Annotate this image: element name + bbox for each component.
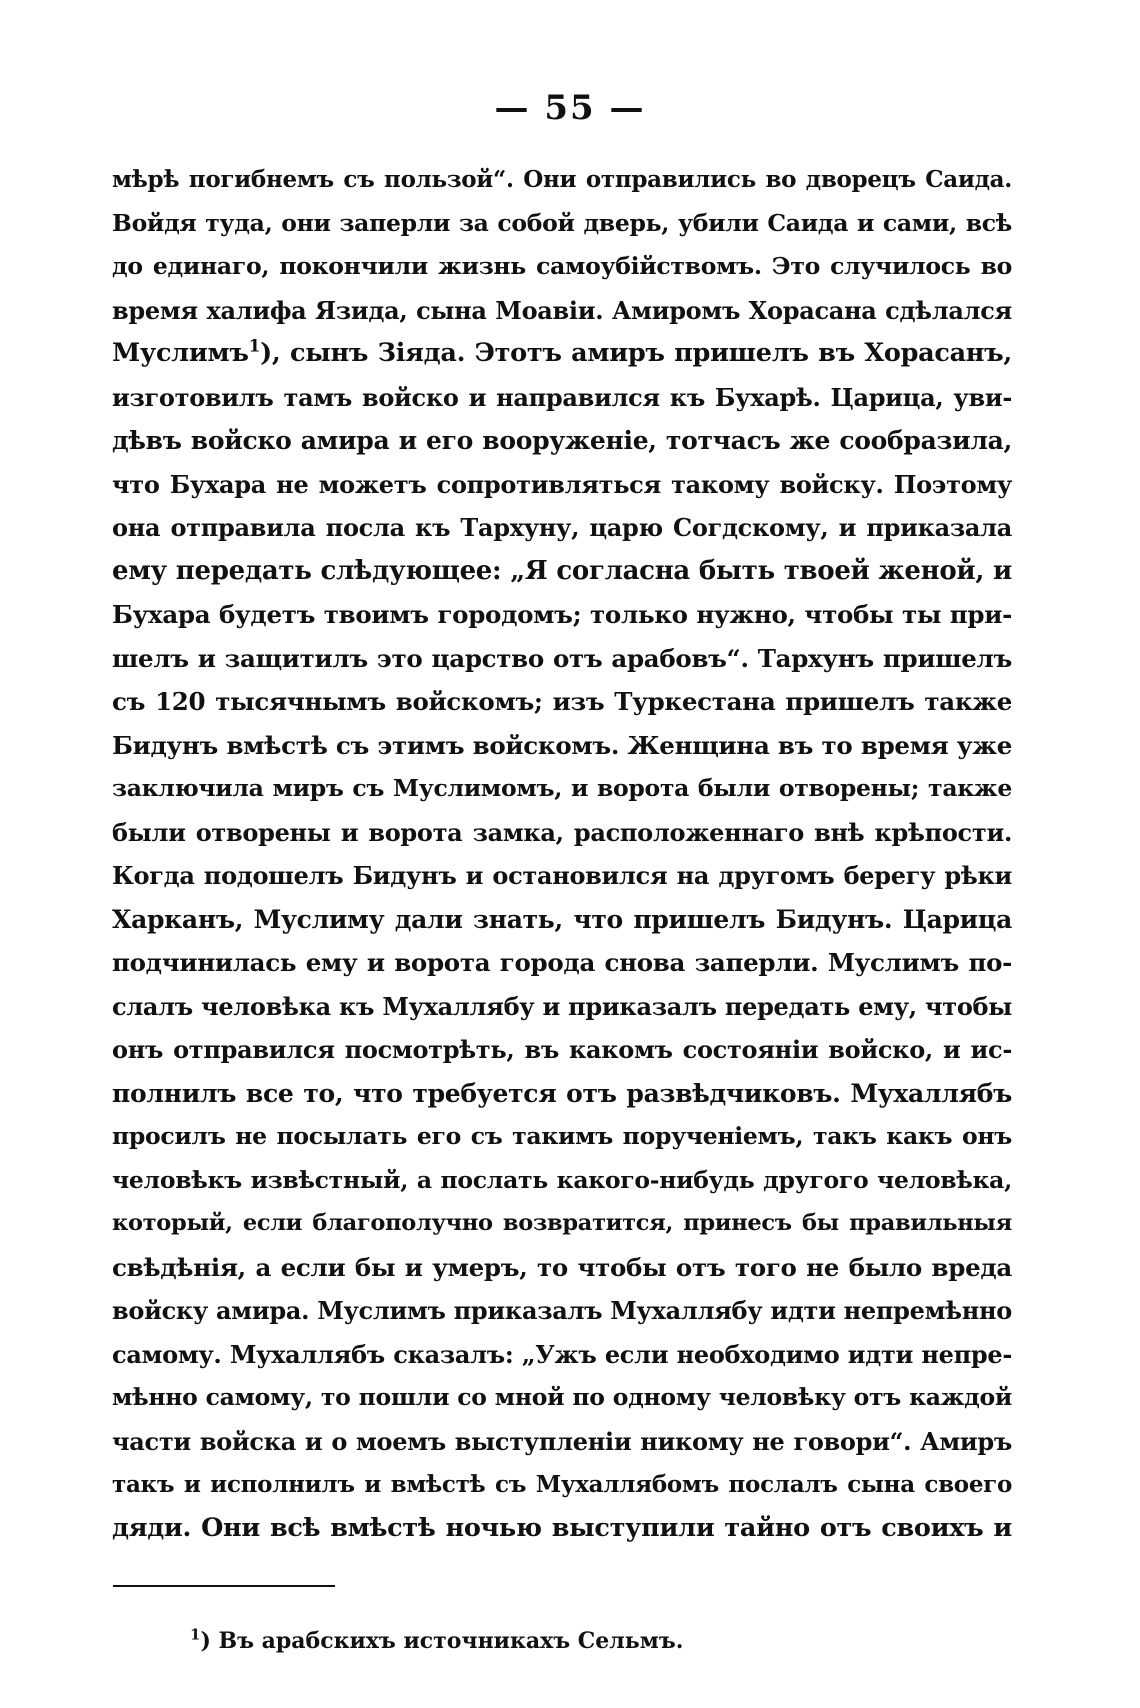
footnote-reference: 1 bbox=[248, 336, 261, 357]
footnote-text: ) Въ арабскихъ источникахъ Сельмъ. bbox=[200, 1628, 684, 1654]
text-line: Войдя туда, они заперли за собой дверь, убили Саида и сами, всѣ bbox=[112, 208, 1012, 237]
text-line: что Бухара не можетъ сопротивляться такому войску. Поэтому bbox=[112, 469, 1012, 499]
text-line: полнилъ все то, что требуется отъ развѣдчиковъ. Мухаллябъ bbox=[112, 1078, 1012, 1108]
text-line: до единаго, покончили жизнь самоубійствомъ. Это случилось во bbox=[112, 252, 1012, 280]
text-fragment: ), сынъ Зіяда. Этотъ амиръ пришелъ въ Хорасанъ, bbox=[260, 338, 1012, 368]
page-number: — 55 — bbox=[494, 88, 646, 128]
footnote-mark: 1 bbox=[190, 1625, 201, 1644]
text-line: свѣдѣнія, а если бы и умеръ, то чтобы отъ того не было вреда bbox=[112, 1252, 1012, 1282]
text-line: Бидунъ вмѣстѣ съ этимъ войскомъ. Женщина въ то время уже bbox=[112, 730, 1012, 760]
text-line: который, если благополучно возвратится, принесъ бы правильныя bbox=[112, 1210, 1012, 1236]
text-line: такъ и исполнилъ и вмѣстѣ съ Мухаллябомъ послалъ сына своего bbox=[112, 1471, 1012, 1498]
text-line: шелъ и защитилъ это царство отъ арабовъ“. Тархунъ пришелъ bbox=[112, 643, 1012, 673]
text-line: части войска и о моемъ выступленіи никому не говори“. Амиръ bbox=[112, 1426, 1012, 1456]
text-line: Бухара будетъ твоимъ городомъ; только нужно, чтобы ты при- bbox=[112, 600, 1012, 629]
text-line: Харканъ, Муслиму дали знать, что пришелъ Бидунъ. Царица bbox=[112, 904, 1012, 934]
footnote bbox=[190, 1625, 684, 1654]
text-line: дяди. Они всѣ вмѣстѣ ночью выступили тайно отъ своихъ и bbox=[112, 1512, 1012, 1543]
text-line: она отправила посла къ Тархуну, царю Согдскому, и приказала bbox=[112, 513, 1012, 542]
text-line: дѣвъ войско амира и его вооруженіе, тотчасъ же сообразила, bbox=[112, 426, 1012, 455]
text-line-with-footnote-ref bbox=[112, 332, 1012, 376]
text-line: самому. Мухаллябъ сказалъ: „Ужъ если необходимо идти непре- bbox=[112, 1339, 1012, 1369]
text-line: были отворены и ворота замка, расположеннаго внѣ крѣпости. bbox=[112, 817, 1012, 847]
text-fragment: Муслимъ bbox=[112, 338, 249, 368]
text-line: онъ отправился посмотрѣть, въ какомъ состояніи войско, и ис- bbox=[112, 1035, 1012, 1064]
text-line: изготовилъ тамъ войско и направился къ Бухарѣ. Царица, уви- bbox=[112, 382, 1012, 412]
text-line: подчинилась ему и ворота города снова заперли. Муслимъ по- bbox=[112, 948, 1012, 977]
text-line: просилъ не посылать его съ такимъ порученіемъ, такъ какъ онъ bbox=[112, 1122, 1012, 1150]
text-line: заключила миръ съ Муслимомъ, и ворота были отворены; также bbox=[112, 774, 1012, 802]
text-line: мѣрѣ погибнемъ съ пользой“. Они отправились во дворецъ Саида. bbox=[112, 166, 1012, 193]
text-line: съ 120 тысячнымъ войскомъ; изъ Туркестана пришелъ также bbox=[112, 687, 1012, 716]
text-line: время халифа Язида, сына Моавіи. Амиромъ Хорасана сдѣлался bbox=[112, 295, 1012, 325]
text-line: человѣкъ извѣстный, а послать какого-нибудь другого человѣка, bbox=[112, 1165, 1012, 1194]
text-line: мѣнно самому, то пошли со мной по одному человѣку отъ каждой bbox=[112, 1383, 1012, 1411]
text-line: Когда подошелъ Бидунъ и остановился на другомъ берегу рѣки bbox=[112, 861, 1012, 890]
body-text bbox=[112, 158, 1012, 1550]
text-line: ему передать слѣдующее: „Я согласна быть твоей женой, и bbox=[112, 555, 1012, 586]
footnote-divider bbox=[113, 1585, 335, 1587]
text-line: войску амира. Муслимъ приказалъ Мухаллябу идти непремѣнно bbox=[112, 1296, 1012, 1325]
text-line: слалъ человѣка къ Мухаллябу и приказалъ передать ему, чтобы bbox=[112, 991, 1012, 1021]
